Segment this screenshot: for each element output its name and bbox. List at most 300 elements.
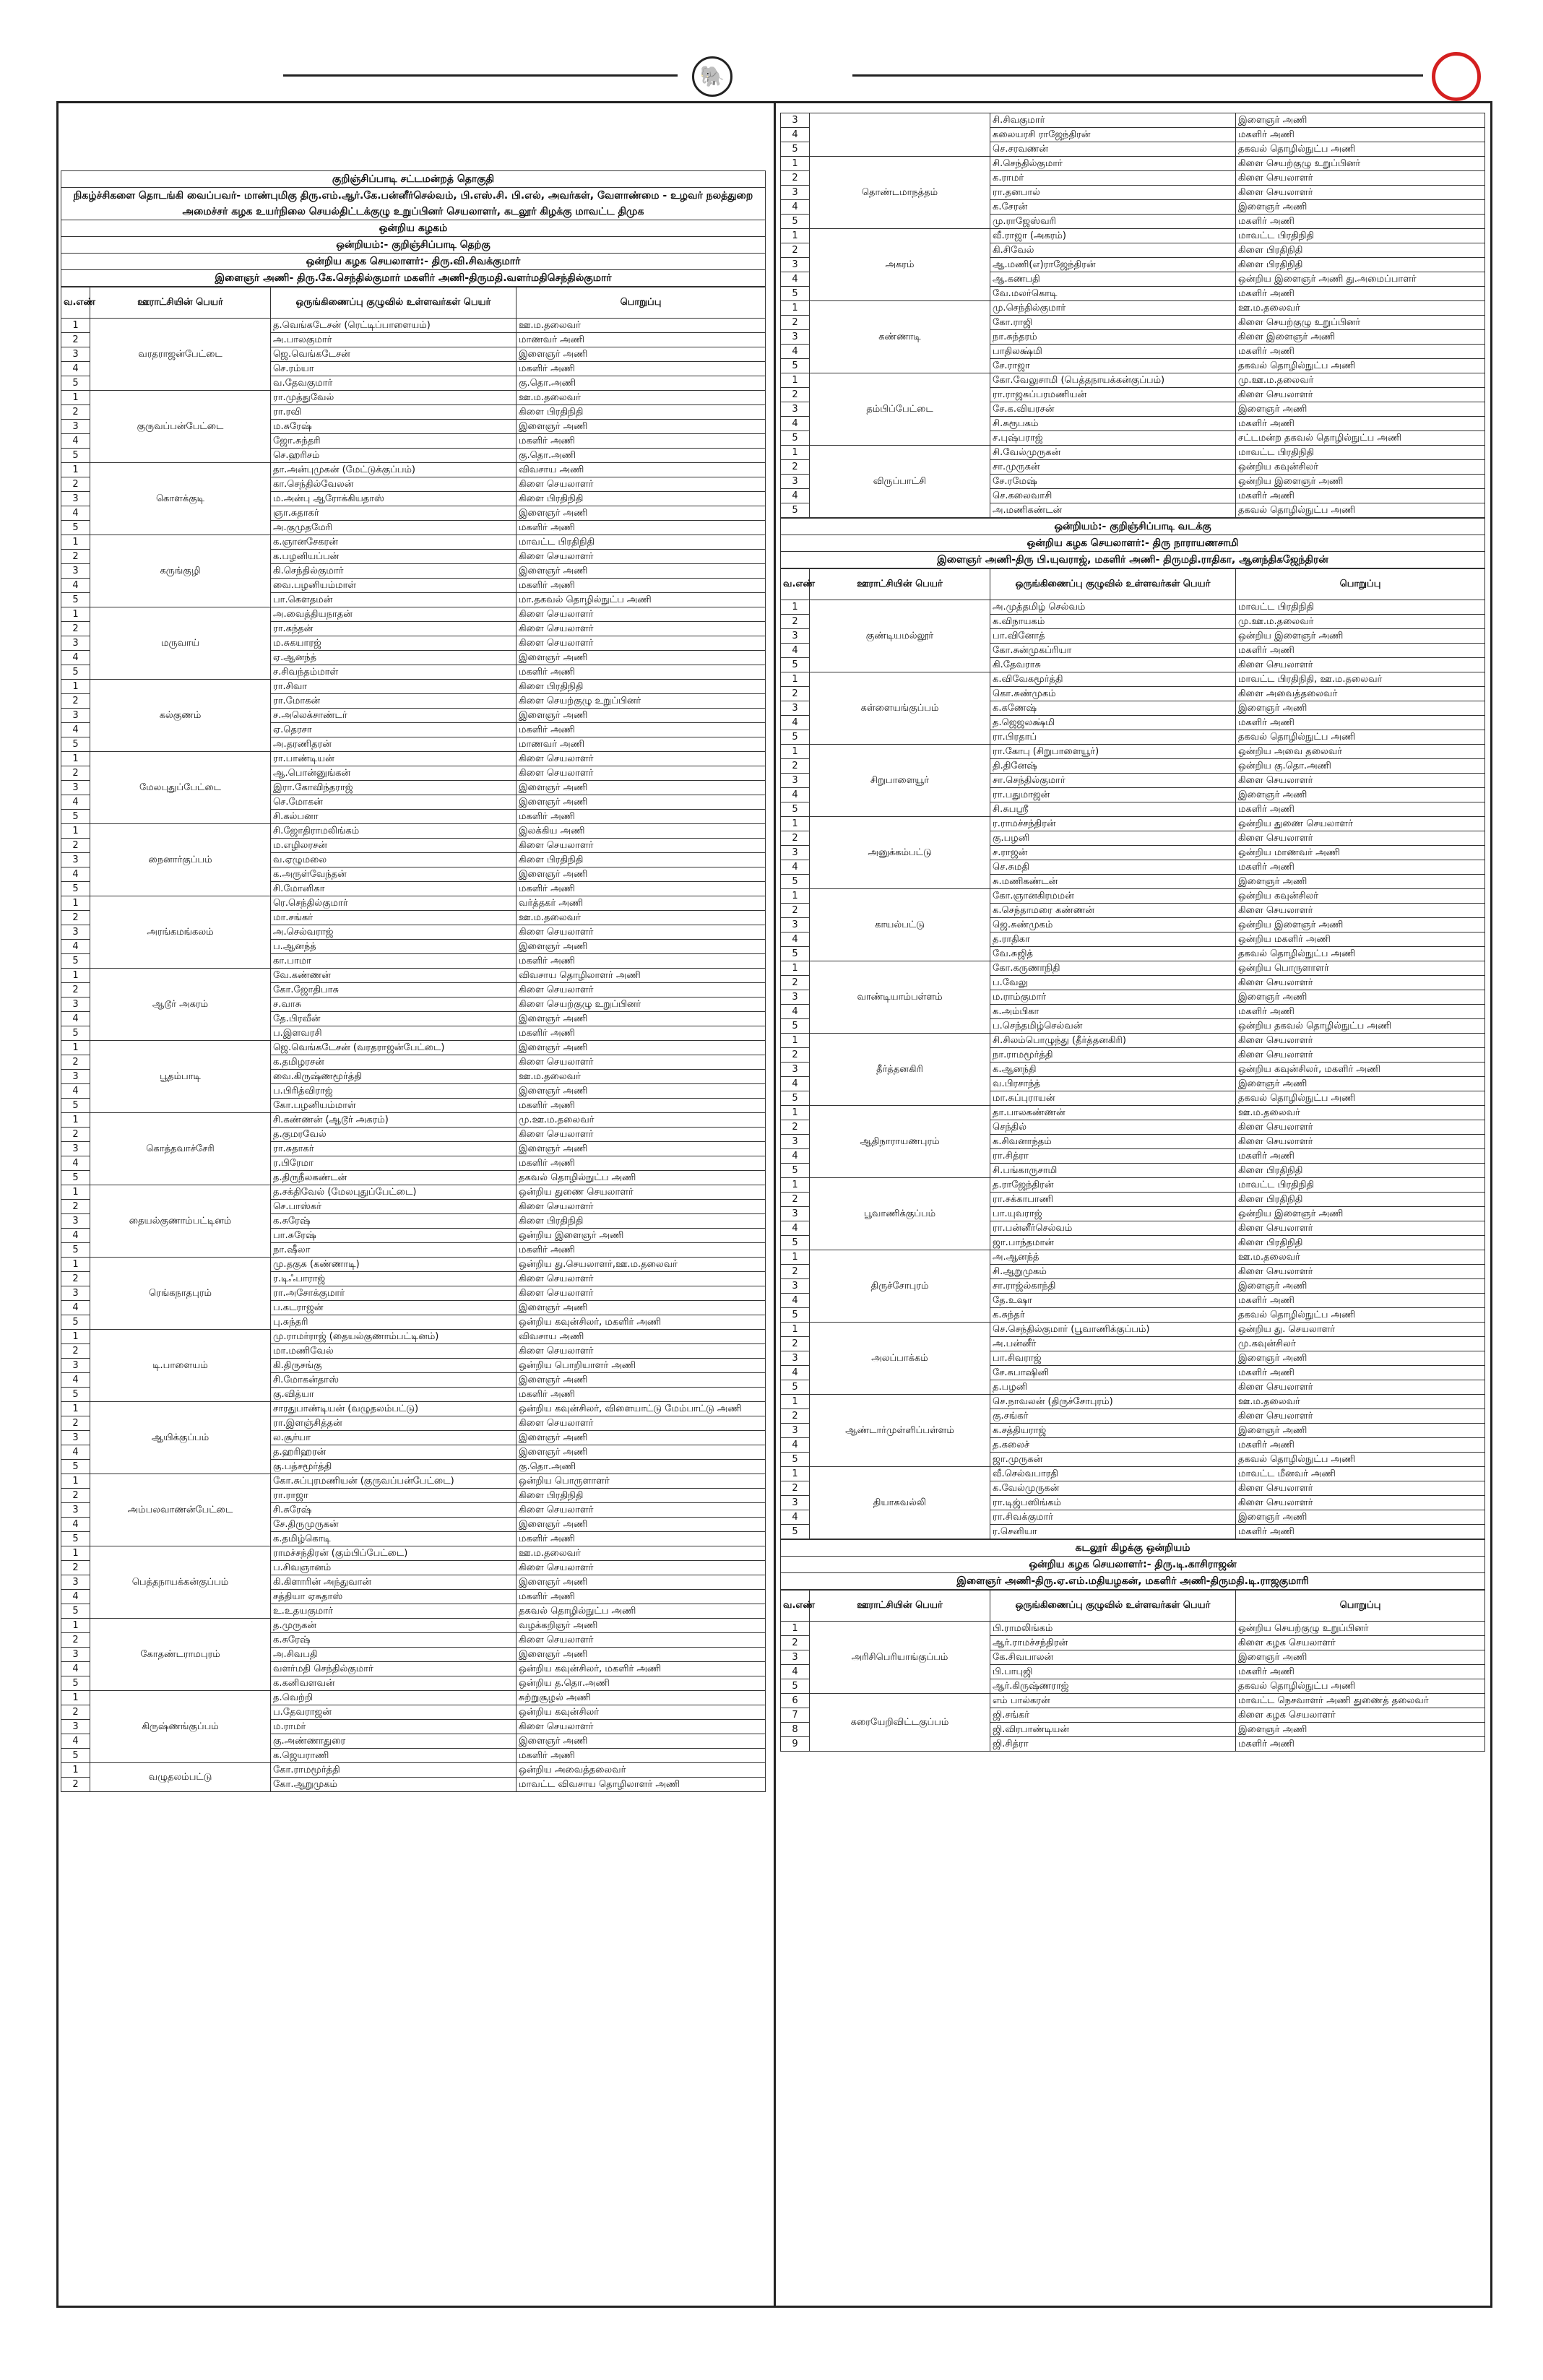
serial-number: 4 bbox=[781, 345, 810, 359]
serial-number: 4 bbox=[781, 1005, 810, 1019]
role: கிளை செயலாளர் bbox=[1236, 171, 1485, 186]
member-name: த.கலைச் bbox=[990, 1438, 1236, 1453]
member-name: க.ராமர் bbox=[990, 171, 1236, 186]
member-name: வீ.ராஜா (அகரம்) bbox=[990, 229, 1236, 243]
serial-number: 5 bbox=[61, 521, 90, 535]
member-name: செ.சரவணன் bbox=[990, 142, 1236, 157]
serial-number: 1 bbox=[781, 1250, 810, 1265]
serial-number: 4 bbox=[61, 940, 90, 954]
member-name: ரா.பிரதாப் bbox=[990, 730, 1236, 745]
member-name: க.கனிவளவன் bbox=[271, 1676, 517, 1691]
role: மகளிர் அணி bbox=[517, 434, 766, 449]
serial-number: 4 bbox=[61, 362, 90, 376]
serial-number: 4 bbox=[781, 489, 810, 503]
member-name: சி.சிவகுமார் bbox=[990, 113, 1236, 128]
village-name: ஆயிக்குப்பம் bbox=[90, 1402, 271, 1474]
serial-number: 4 bbox=[61, 1518, 90, 1532]
member-name: ச.சிவந்தம்மாள் bbox=[271, 665, 517, 680]
member-name: அ.பன்னீர் bbox=[990, 1337, 1236, 1351]
serial-number: 1 bbox=[61, 752, 90, 766]
member-name: செ.கலைவாசி bbox=[990, 489, 1236, 503]
member-name: ம.எழிலரசன் bbox=[271, 839, 517, 853]
serial-number: 1 bbox=[61, 1619, 90, 1633]
serial-number: 3 bbox=[781, 1424, 810, 1438]
serial-number: 3 bbox=[61, 1070, 90, 1084]
village-name: கொத்தவாச்சேரி bbox=[90, 1113, 271, 1185]
member-name: க.விநாயகம் bbox=[990, 615, 1236, 629]
member-name: க.அருள்வேந்தன் bbox=[271, 867, 517, 882]
member-name: ப.சிவஞானம் bbox=[271, 1561, 517, 1575]
role: கிளை பிரதிநிதி bbox=[1236, 258, 1485, 272]
serial-number: 5 bbox=[781, 730, 810, 745]
member-name: பு.சுந்தரி bbox=[271, 1315, 517, 1330]
role: இளைஞர் அணி bbox=[517, 940, 766, 954]
serial-number: 1 bbox=[781, 1395, 810, 1409]
village-name: அகரம் bbox=[810, 229, 990, 301]
village-name: காயல்பட்டு bbox=[810, 889, 990, 961]
role: கிளை செயலாளர் bbox=[1236, 831, 1485, 846]
table-row bbox=[61, 1546, 766, 1561]
role: ஊ.ம.தலைவர் bbox=[517, 319, 766, 333]
role: கிளை இளைஞர் அணி bbox=[1236, 330, 1485, 345]
member-name: மா.மணிவேல் bbox=[271, 1344, 517, 1359]
serial-number: 3 bbox=[781, 1279, 810, 1294]
header-line: ஒன்றிய கழகம் bbox=[61, 220, 765, 237]
serial-number: 4 bbox=[781, 788, 810, 802]
member-name: சி.சுபஸ்ரீ bbox=[990, 802, 1236, 817]
role: கிளை பிரதிநிதி bbox=[1236, 1193, 1485, 1207]
role: ஒன்றிய த.தொ.அணி bbox=[517, 1676, 766, 1691]
serial-number: 4 bbox=[781, 716, 810, 730]
role: கிளை செயலாளர் bbox=[517, 1633, 766, 1648]
serial-number: 5 bbox=[61, 449, 90, 463]
serial-number: 4 bbox=[61, 1012, 90, 1026]
table-row bbox=[61, 1330, 766, 1344]
role: ஒன்றிய கு.தொ.அணி bbox=[1236, 759, 1485, 774]
member-name: ரா.தனபால் bbox=[990, 186, 1236, 200]
member-name: க.பழனியப்பன் bbox=[271, 550, 517, 564]
member-name: க.தமிழ்கொடி bbox=[271, 1532, 517, 1546]
member-name: க.அம்பிகா bbox=[990, 1005, 1236, 1019]
header-line: ஒன்றியம்:- குறிஞ்சிப்பாடி வடக்கு bbox=[781, 519, 1484, 535]
role: கிளை செயலாளர் bbox=[517, 766, 766, 781]
role: சட்டமன்ற தகவல் தொழில்நுட்ப அணி bbox=[1236, 431, 1485, 446]
role: மகளிர் அணி bbox=[517, 882, 766, 896]
role: ஒன்றிய கவுன்சிலர் bbox=[517, 1705, 766, 1720]
member-name: செ.பாஸ்கர் bbox=[271, 1200, 517, 1214]
member-name: உ.உதயகுமார் bbox=[271, 1604, 517, 1619]
role: மகளிர் அணி bbox=[1236, 1438, 1485, 1453]
village-name: பெத்தநாயக்கன்குப்பம் bbox=[90, 1546, 271, 1619]
member-name: ஜெ.வெங்கடேசன் bbox=[271, 347, 517, 362]
serial-number: 3 bbox=[781, 475, 810, 489]
member-name: ரா.பன்னீர்செல்வம் bbox=[990, 1221, 1236, 1236]
role: மகளிர் அணி bbox=[517, 665, 766, 680]
serial-number: 1 bbox=[61, 1258, 90, 1272]
role: ஊ.ம.தலைவர் bbox=[1236, 1106, 1485, 1120]
member-name: சே.க.வியரசன் bbox=[990, 402, 1236, 417]
member-name: இரா.கோவிந்தராஜ் bbox=[271, 781, 517, 795]
village-name: அனுக்கம்பட்டு bbox=[810, 817, 990, 889]
member-name: சே.ராஜா bbox=[990, 359, 1236, 373]
member-name: த.வெங்கடேசன் (ரெட்டிப்பாளையம்) bbox=[271, 319, 517, 333]
member-name: மு.தகுக (கண்ணாடி) bbox=[271, 1258, 517, 1272]
role: கிளை பிரதிநிதி bbox=[517, 1489, 766, 1503]
role: இளைஞர் அணி bbox=[517, 651, 766, 665]
member-name: சா.செந்தில்குமார் bbox=[990, 774, 1236, 788]
serial-number: 1 bbox=[781, 745, 810, 759]
serial-number: 2 bbox=[781, 976, 810, 990]
member-name: பி.பாபுஜி bbox=[990, 1665, 1236, 1679]
serial-number: 4 bbox=[61, 867, 90, 882]
member-name: சி.மோகன்தாஸ் bbox=[271, 1373, 517, 1388]
serial-number: 5 bbox=[61, 882, 90, 896]
serial-number: 2 bbox=[781, 904, 810, 918]
column-header: பொறுப்பு bbox=[1236, 1591, 1485, 1622]
member-name: சி.ஆறுமுகம் bbox=[990, 1265, 1236, 1279]
village-name: குருவப்பன்பேட்டை bbox=[90, 391, 271, 463]
left-column bbox=[61, 113, 766, 1792]
serial-number: 5 bbox=[781, 359, 810, 373]
member-name: த.ராஜேந்திரன் bbox=[990, 1178, 1236, 1193]
serial-number: 3 bbox=[781, 1207, 810, 1221]
serial-number: 1 bbox=[61, 1041, 90, 1055]
serial-number: 1 bbox=[61, 896, 90, 911]
right-section-header-north bbox=[780, 518, 1485, 568]
member-name: சி.கண்ணன் (ஆடூர் அகரம்) bbox=[271, 1113, 517, 1128]
village-name: கண்ணாடி bbox=[810, 301, 990, 373]
header-line: ஒன்றிய கழக செயலாளர்:- திரு நாராயணசாமி bbox=[781, 535, 1484, 552]
member-name: சே.திருமுருகன் bbox=[271, 1518, 517, 1532]
member-name: வே.மலர்கொடி bbox=[990, 287, 1236, 301]
serial-number: 2 bbox=[781, 388, 810, 402]
header-line: ஒன்றிய கழக செயலாளர்:- திரு.வி.சிவக்குமார் bbox=[61, 254, 765, 270]
role: கிளை செயற்குழு உறுப்பினர் bbox=[517, 998, 766, 1012]
serial-number: 5 bbox=[781, 215, 810, 229]
role: கு.தொ.அணி bbox=[517, 376, 766, 391]
serial-number: 4 bbox=[61, 1662, 90, 1676]
serial-number: 2 bbox=[781, 1636, 810, 1650]
serial-number: 4 bbox=[781, 1366, 810, 1380]
serial-number: 1 bbox=[61, 1185, 90, 1200]
table-row bbox=[781, 113, 1485, 128]
serial-number: 4 bbox=[781, 1438, 810, 1453]
serial-number: 1 bbox=[781, 301, 810, 316]
member-name: கா.செந்தில்வேலன் bbox=[271, 477, 517, 492]
serial-number: 1 bbox=[61, 607, 90, 622]
role: இலக்கிய அணி bbox=[517, 824, 766, 839]
role: தகவல் தொழில்நுட்ப அணி bbox=[1236, 503, 1485, 518]
role: ஒன்றிய மாணவர் அணி bbox=[1236, 846, 1485, 860]
member-name: ஆ.கணபதி bbox=[990, 272, 1236, 287]
serial-number: 2 bbox=[781, 1409, 810, 1424]
serial-number: 4 bbox=[61, 723, 90, 737]
serial-number: 4 bbox=[61, 795, 90, 810]
serial-number: 2 bbox=[61, 1561, 90, 1575]
role: ஊ.ம.தலைவர் bbox=[1236, 1250, 1485, 1265]
village-name: வாண்டியாம்பள்ளம் bbox=[810, 961, 990, 1034]
role: கிளை செயலாளர் bbox=[1236, 1034, 1485, 1048]
member-name: கே.சிவபாலன் bbox=[990, 1650, 1236, 1665]
member-name: க.ஜெயராணி bbox=[271, 1749, 517, 1763]
role: மகளிர் அணி bbox=[517, 1532, 766, 1546]
member-name: கோ.ஜோதிபாசு bbox=[271, 983, 517, 998]
serial-number: 5 bbox=[781, 142, 810, 157]
member-name: மு.ராஜேஸ்வரி bbox=[990, 215, 1236, 229]
member-name: எம் பால்கரன் bbox=[990, 1694, 1236, 1708]
role: கிளை பிரதிநிதி bbox=[1236, 243, 1485, 258]
role: கிளை செயலாளர் bbox=[517, 925, 766, 940]
village-name: தியாகவல்லி bbox=[810, 1467, 990, 1539]
header-line: நிகழ்ச்சிகளை தொடங்கி வைப்பவர்- மாண்புமிகு திரு.எம்.ஆர்.கே.பன்னீர்செல்வம், பி.எஸ்.சி. பி.எல், அவர்கள், வேளாண்மை - உழவர் நலத்துறை அமைச்சர் கழக உயர்நிலை செயல்திட்டக்குழு உறுப்பினர் செயலாளர், கடலூர் கிழக்கு மாவட்ட திமுக bbox=[61, 188, 765, 220]
role: ஒன்றிய பொருளாளர் bbox=[1236, 961, 1485, 976]
serial-number: 3 bbox=[61, 1720, 90, 1734]
role: இளைஞர் அணி bbox=[1236, 990, 1485, 1005]
role: மு.ஊ.ம.தலைவர் bbox=[517, 1113, 766, 1128]
member-name: வே.சுஜித் bbox=[990, 947, 1236, 961]
role: இளைஞர் அணி bbox=[517, 1431, 766, 1445]
role: கிளை செயலாளர் bbox=[517, 1286, 766, 1301]
column-header: வ.எண் bbox=[61, 287, 90, 319]
member-name: வை.கிருஷ்ணமூர்த்தி bbox=[271, 1070, 517, 1084]
serial-number: 2 bbox=[61, 1633, 90, 1648]
serial-number: 1 bbox=[781, 1106, 810, 1120]
role: மகளிர் அணி bbox=[1236, 215, 1485, 229]
role: கிளை செயலாளர் bbox=[1236, 1120, 1485, 1135]
serial-number: 4 bbox=[61, 1445, 90, 1460]
role: தகவல் தொழில்நுட்ப அணி bbox=[1236, 1308, 1485, 1323]
member-name: ரா.பாண்டியன் bbox=[271, 752, 517, 766]
serial-number: 1 bbox=[61, 1402, 90, 1416]
role: இளைஞர் அணி bbox=[517, 1084, 766, 1099]
role: ஒன்றிய இளைஞர் அணி bbox=[517, 1229, 766, 1243]
serial-number: 3 bbox=[61, 1286, 90, 1301]
role: கிளை செயற்குழு உறுப்பினர் bbox=[1236, 157, 1485, 171]
role: கிளை பிரதிநிதி bbox=[517, 1214, 766, 1229]
role: ஒன்றிய து.செயலாளர்,ஊ.ம.தலைவர் bbox=[517, 1258, 766, 1272]
serial-number: 4 bbox=[781, 644, 810, 658]
serial-number: 4 bbox=[781, 1510, 810, 1525]
table-row bbox=[781, 229, 1485, 243]
serial-number: 3 bbox=[61, 1503, 90, 1518]
member-name: கலையரசி ராஜேந்திரன் bbox=[990, 128, 1236, 142]
serial-number: 2 bbox=[781, 1120, 810, 1135]
member-name: சி.சுரூபகம் bbox=[990, 417, 1236, 431]
role: கிளை செயலாளர் bbox=[1236, 1265, 1485, 1279]
table-row bbox=[781, 1395, 1485, 1409]
village-name: மருவாய் bbox=[90, 607, 271, 680]
serial-number: 5 bbox=[781, 1308, 810, 1323]
serial-number: 2 bbox=[61, 333, 90, 347]
serial-number: 4 bbox=[781, 932, 810, 947]
role: கிளை செயலாளர் bbox=[1236, 186, 1485, 200]
member-name: வே.கண்ணன் bbox=[271, 969, 517, 983]
member-name: பா.கௌதமன் bbox=[271, 593, 517, 607]
role: விவசாய அணி bbox=[517, 463, 766, 477]
member-name: க.ஆனந்தி bbox=[990, 1063, 1236, 1077]
member-name: ஆர்.ராமச்சந்திரன் bbox=[990, 1636, 1236, 1650]
role: மகளிர் அணி bbox=[517, 1388, 766, 1402]
serial-number: 3 bbox=[61, 998, 90, 1012]
role: கிளை செயலாளர் bbox=[517, 1416, 766, 1431]
member-name: நா.ராமமூர்த்தி bbox=[990, 1048, 1236, 1063]
role: ஒன்றிய து. செயலாளர் bbox=[1236, 1323, 1485, 1337]
serial-number: 5 bbox=[61, 810, 90, 824]
role: இளைஞர் அணி bbox=[1236, 1279, 1485, 1294]
table-header-row bbox=[781, 1591, 1485, 1622]
role: ஒன்றிய பொறியாளர் அணி bbox=[517, 1359, 766, 1373]
table-row bbox=[61, 1113, 766, 1128]
member-name: ரா.அசோக்குமார் bbox=[271, 1286, 517, 1301]
serial-number: 1 bbox=[781, 961, 810, 976]
role: கு.தொ.அணி bbox=[517, 449, 766, 463]
member-name: ரா.சக்காபாணி bbox=[990, 1193, 1236, 1207]
table-row bbox=[61, 969, 766, 983]
serial-number: 2 bbox=[61, 839, 90, 853]
table-row bbox=[61, 1763, 766, 1778]
role: மு.கவுன்சிலர் bbox=[1236, 1337, 1485, 1351]
member-name: க.கணேஷ் bbox=[990, 701, 1236, 716]
village-name: சிறுபாளையூர் bbox=[810, 745, 990, 817]
serial-number: 1 bbox=[781, 157, 810, 171]
serial-number: 2 bbox=[61, 1128, 90, 1142]
member-name: ச.வாசு bbox=[271, 998, 517, 1012]
serial-number: 4 bbox=[61, 651, 90, 665]
role: கிளை செயலாளர் bbox=[517, 1272, 766, 1286]
role: கிளை செயலாளர் bbox=[1236, 1496, 1485, 1510]
table-row bbox=[781, 301, 1485, 316]
member-name: அ.முத்தமிழ் செல்வம் bbox=[990, 600, 1236, 615]
role: இளைஞர் அணி bbox=[1236, 1077, 1485, 1091]
member-name: கோ.ராஜி bbox=[990, 316, 1236, 330]
role: இளைஞர் அணி bbox=[517, 781, 766, 795]
village-name bbox=[810, 113, 990, 157]
serial-number: 3 bbox=[61, 1214, 90, 1229]
serial-number: 4 bbox=[781, 1077, 810, 1091]
serial-number: 4 bbox=[61, 1301, 90, 1315]
role: தகவல் தொழில்நுட்ப அணி bbox=[1236, 142, 1485, 157]
village-name: கருங்குழி bbox=[90, 535, 271, 607]
top-spacer bbox=[61, 113, 766, 170]
member-name: சி.வேல்முருகன் bbox=[990, 446, 1236, 460]
role: கிளை செயலாளர் bbox=[1236, 976, 1485, 990]
table-row bbox=[61, 1619, 766, 1633]
serial-number: 2 bbox=[61, 694, 90, 709]
village-name: திருச்சோபுரம் bbox=[810, 1250, 990, 1323]
village-name: கள்ளையங்குப்பம் bbox=[810, 672, 990, 745]
serial-number: 5 bbox=[61, 665, 90, 680]
role: மாவட்ட பிரதிநிதி bbox=[517, 535, 766, 550]
member-name: அ.தரணிதரன் bbox=[271, 737, 517, 752]
role: தகவல் தொழில்நுட்ப அணி bbox=[1236, 359, 1485, 373]
member-name: சி.சிலம்பொழுந்து (தீர்த்தனகிரி) bbox=[990, 1034, 1236, 1048]
serial-number: 2 bbox=[781, 316, 810, 330]
role: கிளை செயலாளர் bbox=[1236, 658, 1485, 672]
serial-number: 5 bbox=[781, 1380, 810, 1395]
role: ஊ.ம.தலைவர் bbox=[517, 391, 766, 405]
role: தகவல் தொழில்நுட்ப அணி bbox=[1236, 1679, 1485, 1694]
red-circle-mark bbox=[1432, 52, 1481, 101]
serial-number: 1 bbox=[61, 1546, 90, 1561]
member-name: தே.உஷா bbox=[990, 1294, 1236, 1308]
table-row bbox=[781, 889, 1485, 904]
table-header-row bbox=[781, 569, 1485, 600]
role: மாவட்ட பிரதிநிதி, ஊ.ம.தலைவர் bbox=[1236, 672, 1485, 687]
serial-number: 6 bbox=[781, 1694, 810, 1708]
role: ஒன்றிய கவுன்சிலர், மகளிர் அணி bbox=[517, 1662, 766, 1676]
header-line: இளைஞர் அணி-திரு பி.யுவராஜ், மகளிர் அணி- திருமதி.ராதிகா, ஆனந்திகஜேந்திரன் bbox=[781, 552, 1484, 568]
member-name: ரா.சிவக்குமார் bbox=[990, 1510, 1236, 1525]
header-line: இளைஞர் அணி- திரு.கே.செந்தில்குமார் மகளிர் அணி-திருமதி.வளர்மதிசெந்தில்குமார் bbox=[61, 270, 765, 287]
role: ஊ.ம.தலைவர் bbox=[1236, 301, 1485, 316]
table-row bbox=[61, 607, 766, 622]
role: தகவல் தொழில்நுட்ப அணி bbox=[517, 1604, 766, 1619]
member-name: மா.சங்கர் bbox=[271, 911, 517, 925]
column-header: ஒருங்கிணைப்பு குழுவில் உள்ளவர்கள் பெயர் bbox=[990, 1591, 1236, 1622]
member-name: செ.செந்தில்குமார் (பூவாணிக்குப்பம்) bbox=[990, 1323, 1236, 1337]
member-name: பா.வினோத் bbox=[990, 629, 1236, 644]
member-name: கொ.சுண்முகம் bbox=[990, 687, 1236, 701]
role: ஒன்றிய செயற்குழு உறுப்பினர் bbox=[1236, 1622, 1485, 1636]
member-name: கு.சங்கர் bbox=[990, 1409, 1236, 1424]
role: இளைஞர் அணி bbox=[1236, 402, 1485, 417]
member-name: பா.யுவராஜ் bbox=[990, 1207, 1236, 1221]
role: வழக்கறிஞர் அணி bbox=[517, 1619, 766, 1633]
role: கிளை செயலாளர் bbox=[517, 752, 766, 766]
role: ஊ.ம.தலைவர் bbox=[517, 911, 766, 925]
member-name: ம.சுகயாரஜ் bbox=[271, 636, 517, 651]
role: மகளிர் அணி bbox=[1236, 802, 1485, 817]
left-committee-table bbox=[61, 287, 766, 1792]
table-row bbox=[781, 157, 1485, 171]
role: இளைஞர் அணி bbox=[1236, 113, 1485, 128]
village-name: கொளக்குடி bbox=[90, 463, 271, 535]
member-name: வ.பிரசாந்த் bbox=[990, 1077, 1236, 1091]
role: மாவட்ட பிரதிநிதி bbox=[1236, 229, 1485, 243]
table-row bbox=[61, 680, 766, 694]
serial-number: 4 bbox=[61, 1229, 90, 1243]
serial-number: 5 bbox=[61, 1026, 90, 1041]
serial-number: 2 bbox=[781, 1265, 810, 1279]
serial-number: 3 bbox=[61, 853, 90, 867]
member-name: கோ.சுன்முகப்ரியா bbox=[990, 644, 1236, 658]
village-name: பூவாணிக்குப்பம் bbox=[810, 1178, 990, 1250]
serial-number: 1 bbox=[61, 1330, 90, 1344]
serial-number: 5 bbox=[61, 1171, 90, 1185]
table-row bbox=[781, 1034, 1485, 1048]
role: தகவல் தொழில்நுட்ப அணி bbox=[517, 1171, 766, 1185]
village-name: ஆண்டார்முள்ளிப்பள்ளம் bbox=[810, 1395, 990, 1467]
serial-number: 2 bbox=[61, 1272, 90, 1286]
role: இளைஞர் அணி bbox=[517, 1734, 766, 1749]
serial-number: 5 bbox=[61, 376, 90, 391]
village-name: கல்குணம் bbox=[90, 680, 271, 752]
serial-number: 3 bbox=[61, 925, 90, 940]
serial-number: 4 bbox=[781, 1294, 810, 1308]
serial-number: 2 bbox=[781, 831, 810, 846]
serial-number: 4 bbox=[61, 1156, 90, 1171]
role: மாணவர் அணி bbox=[517, 737, 766, 752]
village-name: தம்பிப்பேட்டை bbox=[810, 373, 990, 446]
role: கிளை செயலாளர் bbox=[517, 1720, 766, 1734]
member-name: ரா.இளஞ்சித்தன் bbox=[271, 1416, 517, 1431]
member-name: ரா.சித்ரா bbox=[990, 1149, 1236, 1164]
header-line: குறிஞ்சிப்பாடி சட்டமன்றத் தொகுதி bbox=[61, 171, 765, 188]
member-name: கு.பத்சமூர்த்தி bbox=[271, 1460, 517, 1474]
member-name: க.தமிழரசன் bbox=[271, 1055, 517, 1070]
role: கிளை செயலாளர் bbox=[517, 622, 766, 636]
role: கிளை செயலாளர் bbox=[517, 1128, 766, 1142]
